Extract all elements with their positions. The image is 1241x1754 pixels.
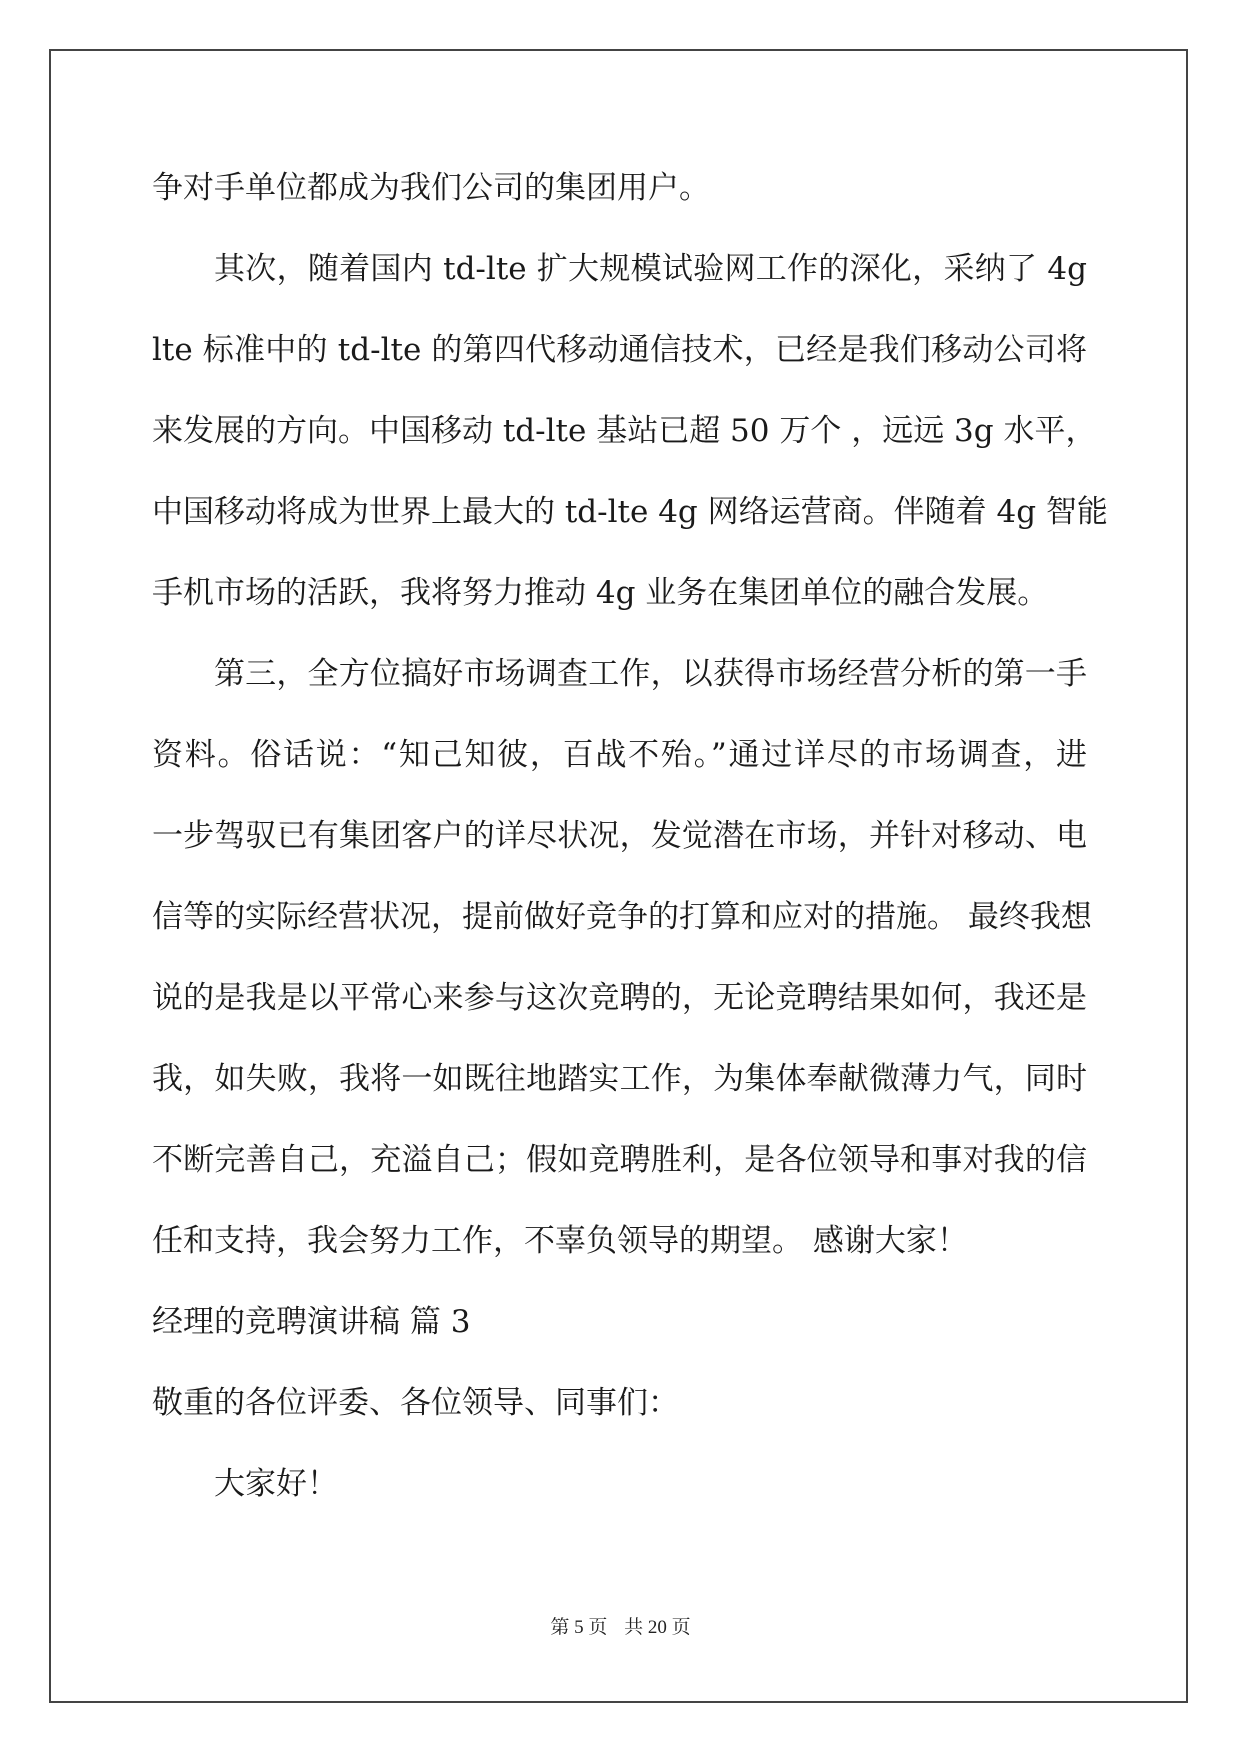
text-line-10: 信等的实际经营状况，提前做好竞争的打算和应对的措施。 最终我想	[152, 899, 1092, 935]
document-body	[152, 148, 1108, 1525]
text-line-11: 说的是我是以平常心来参与这次竞聘的，无论竞聘结果如何，我还是	[152, 980, 1087, 1016]
page-number: 第 5 页	[550, 1617, 608, 1638]
text-line-4: 来发展的方向。中国移动 td-lte 基站已超 50 万个 ，远远 3g 水平，	[152, 413, 1097, 449]
greeting: 大家好！	[214, 1466, 338, 1502]
text-line-9: 一步驾驭已有集团客户的详尽状况，发觉潜在市场，并针对移动、电	[152, 818, 1087, 854]
section-heading: 经理的竞聘演讲稿 篇 3	[152, 1304, 471, 1340]
text-line-3: lte 标准中的 td-lte 的第四代移动通信技术，已经是我们移动公司将	[152, 332, 1087, 368]
text-line-6: 手机市场的活跃，我将努力推动 4g 业务在集团单位的融合发展。	[152, 575, 1049, 611]
text-line-13: 不断完善自己，充溢自己；假如竞聘胜利，是各位领导和事对我的信	[152, 1142, 1087, 1178]
text-line-2: 其次，随着国内 td-lte 扩大规模试验网工作的深化，采纳了 4g	[214, 251, 1087, 287]
text-line-7: 第三，全方位搞好市场调查工作，以获得市场经营分析的第一手	[214, 656, 1087, 692]
text-line-14: 任和支持，我会努力工作，不辜负领导的期望。 感谢大家！	[152, 1223, 968, 1259]
text-line-1: 争对手单位都成为我们公司的集团用户。	[152, 170, 710, 206]
text-line-8: 资料。俗话说：“知己知彼，百战不殆。”通过详尽的市场调查，进	[152, 737, 1087, 773]
text-line-5: 中国移动将成为世界上最大的 td-lte 4g 网络运营商。伴随着 4g 智能	[152, 494, 1108, 530]
salutation: 敬重的各位评委、各位领导、同事们：	[152, 1385, 679, 1421]
page-footer	[0, 1612, 1241, 1639]
text-line-12: 我，如失败，我将一如既往地踏实工作，为集体奉献微薄力气，同时	[152, 1061, 1087, 1097]
page-total: 共 20 页	[624, 1617, 691, 1638]
